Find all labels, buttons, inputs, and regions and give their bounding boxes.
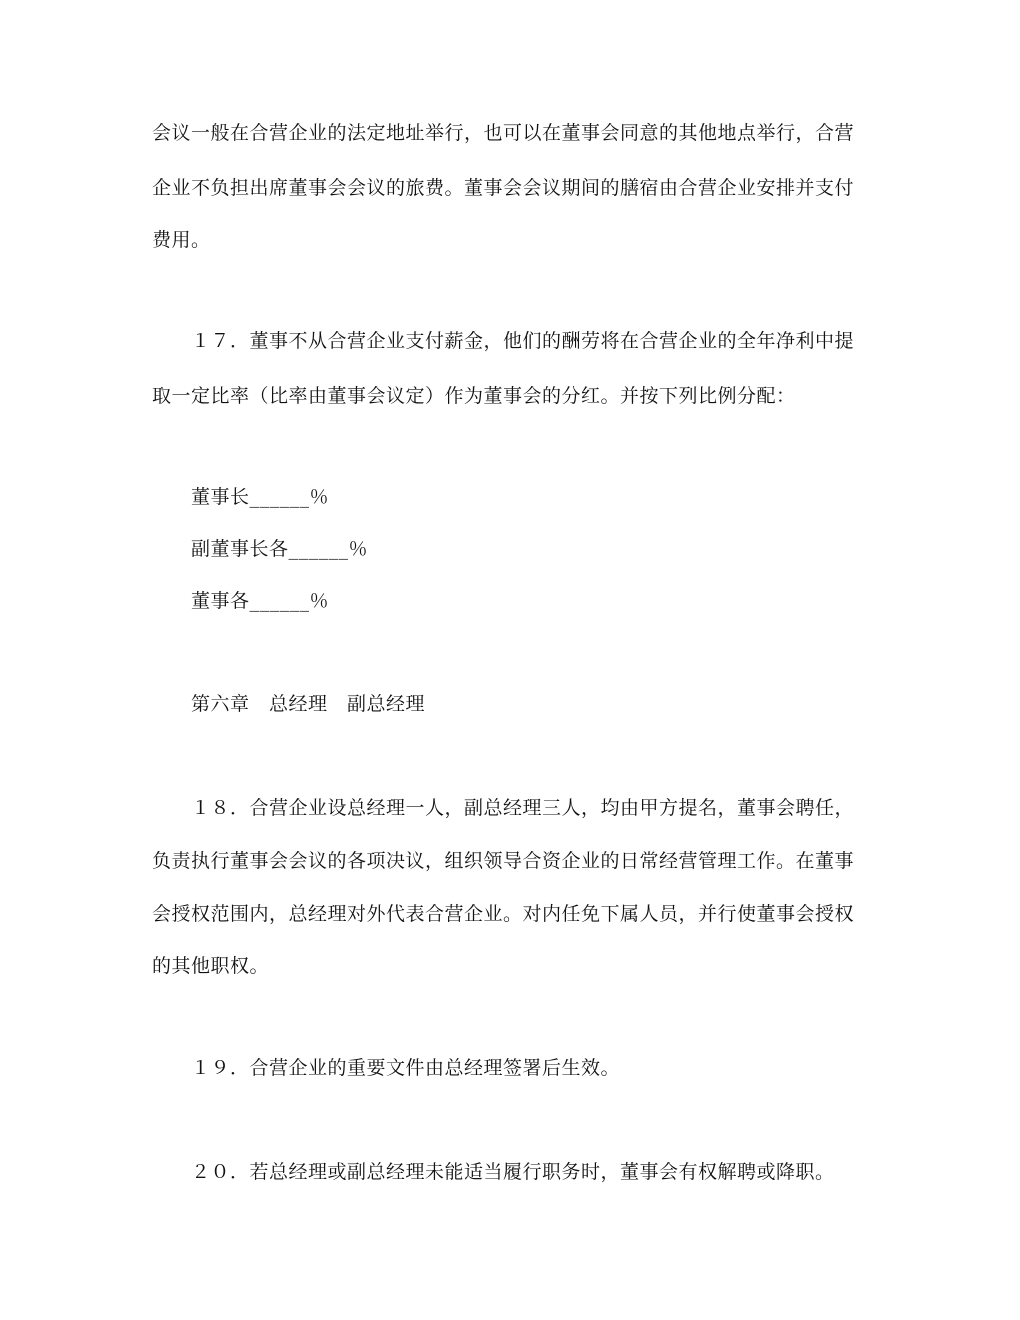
allocation-vice-chairman: 副董事长各______％ — [191, 538, 369, 560]
para-16-line-1: 会议一般在合营企业的法定地址举行，也可以在董事会同意的其他地点举行，合营 — [152, 122, 855, 144]
para-17-line-2: 取一定比率（比率由董事会议定）作为董事会的分红。并按下列比例分配： — [152, 385, 796, 407]
para-19: １９．合营企业的重要文件由总经理签署后生效。 — [191, 1057, 621, 1079]
allocation-chairman: 董事长______％ — [191, 486, 330, 508]
para-16-line-2: 企业不负担出席董事会会议的旅费。董事会会议期间的膳宿由合营企业安排并支付 — [152, 177, 855, 199]
para-16-line-3: 费用。 — [152, 229, 211, 251]
para-20: ２０．若总经理或副总经理未能适当履行职务时，董事会有权解聘或降职。 — [191, 1161, 835, 1183]
para-18-line-2: 负责执行董事会会议的各项决议，组织领导合资企业的日常经营管理工作。在董事 — [152, 850, 855, 872]
para-18-line-3: 会授权范围内，总经理对外代表合营企业。对内任免下属人员，并行使董事会授权 — [152, 903, 855, 925]
para-17-line-1: １７．董事不从合营企业支付薪金，他们的酬劳将在合营企业的全年净利中提 — [191, 330, 855, 352]
para-18-line-4: 的其他职权。 — [152, 955, 270, 977]
allocation-director: 董事各______％ — [191, 590, 330, 612]
para-18-line-1: １８．合营企业设总经理一人，副总经理三人，均由甲方提名，董事会聘任， — [191, 797, 855, 819]
chapter-heading: 第六章 总经理 副总经理 — [191, 693, 426, 715]
